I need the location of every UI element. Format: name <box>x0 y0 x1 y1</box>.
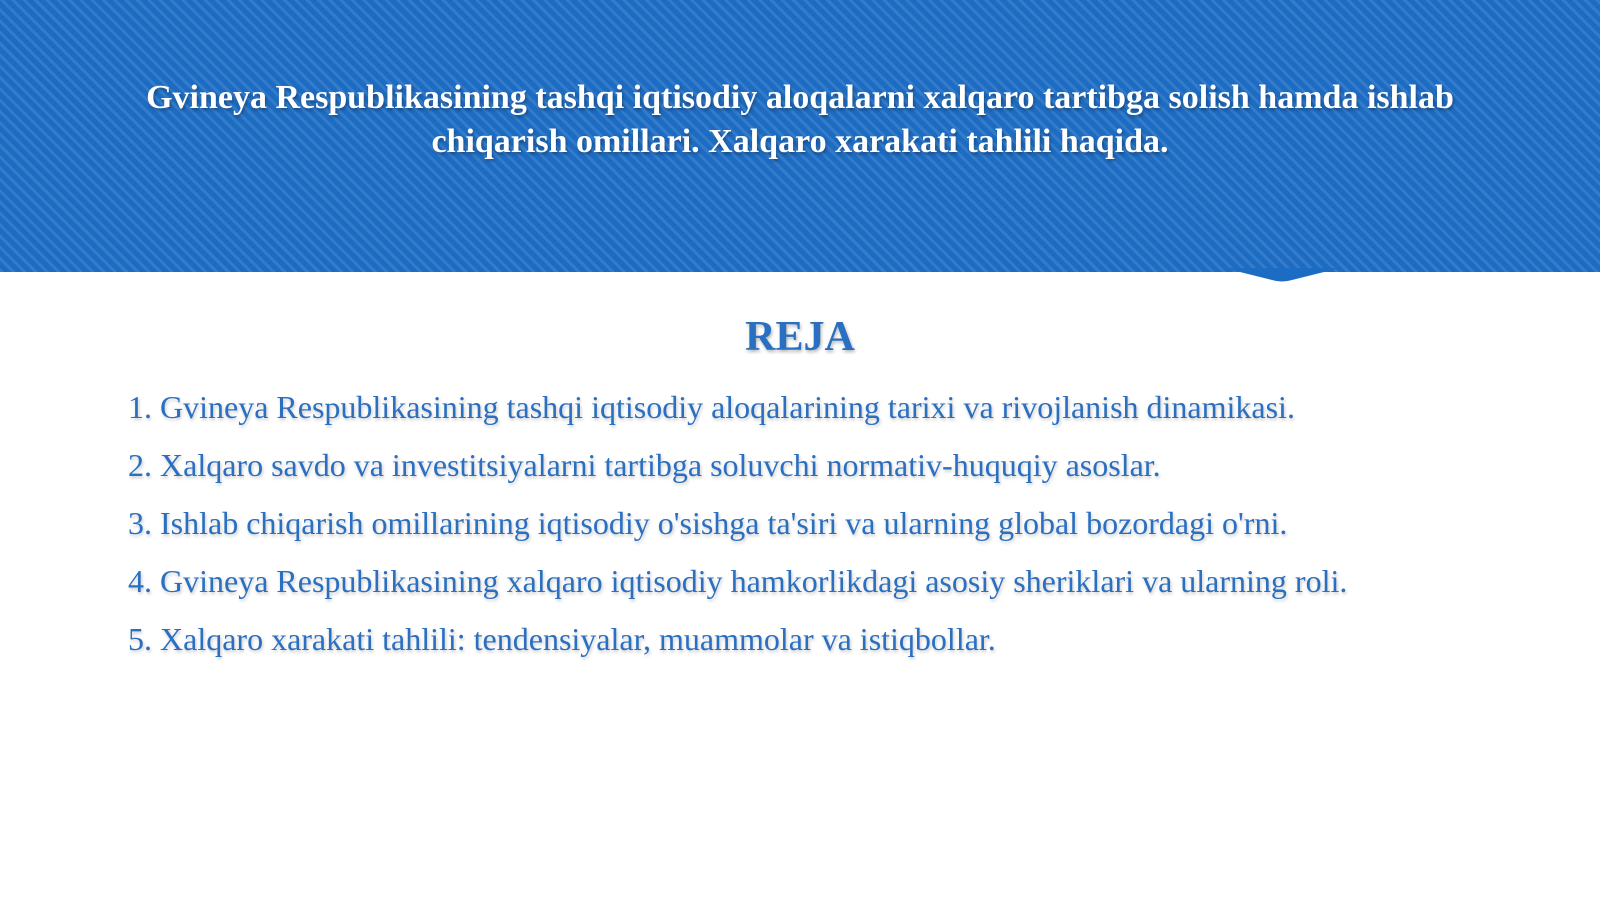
plan-item-number: 1. <box>128 389 152 425</box>
plan-item <box>128 494 1548 552</box>
plan-list <box>128 378 1548 668</box>
plan-item-text: Gvineya Respublikasining xalqaro iqtisodiy hamkorlikdagi asosiy sheriklari va ularning roli. <box>160 563 1348 599</box>
plan-item-text: Gvineya Respublikasining tashqi iqtisodiy aloqalarining tarixi va rivojlanish dinamikasi. <box>160 389 1295 425</box>
header-notch <box>0 268 1600 292</box>
plan-item-text: Xalqaro savdo va investitsiyalarni tartibga soluvchi normativ-huquqiy asoslar. <box>160 447 1161 483</box>
plan-item <box>128 378 1548 436</box>
plan-item-number: 5. <box>128 621 152 657</box>
plan-item-text: Xalqaro xarakati tahlili: tendensiyalar, muammolar va istiqbollar. <box>160 621 996 657</box>
plan-heading: REJA <box>745 314 855 360</box>
plan-item-number: 3. <box>128 505 152 541</box>
plan-item-text: Ishlab chiqarish omillarining iqtisodiy o'sishga ta'siri va ularning global bozordagi o'rni. <box>160 505 1288 541</box>
plan-item-number: 4. <box>128 563 152 599</box>
slide-title: Gvineya Respublikasining tashqi iqtisodiy aloqalarni xalqaro tartibga solish hamda ishlab chiqarish omillari. Xalqaro xarakati tahlili haqida. <box>146 79 1454 160</box>
plan-item <box>128 436 1548 494</box>
plan-item-number: 2. <box>128 447 152 483</box>
plan-item <box>128 552 1548 610</box>
plan-item <box>128 610 1548 668</box>
